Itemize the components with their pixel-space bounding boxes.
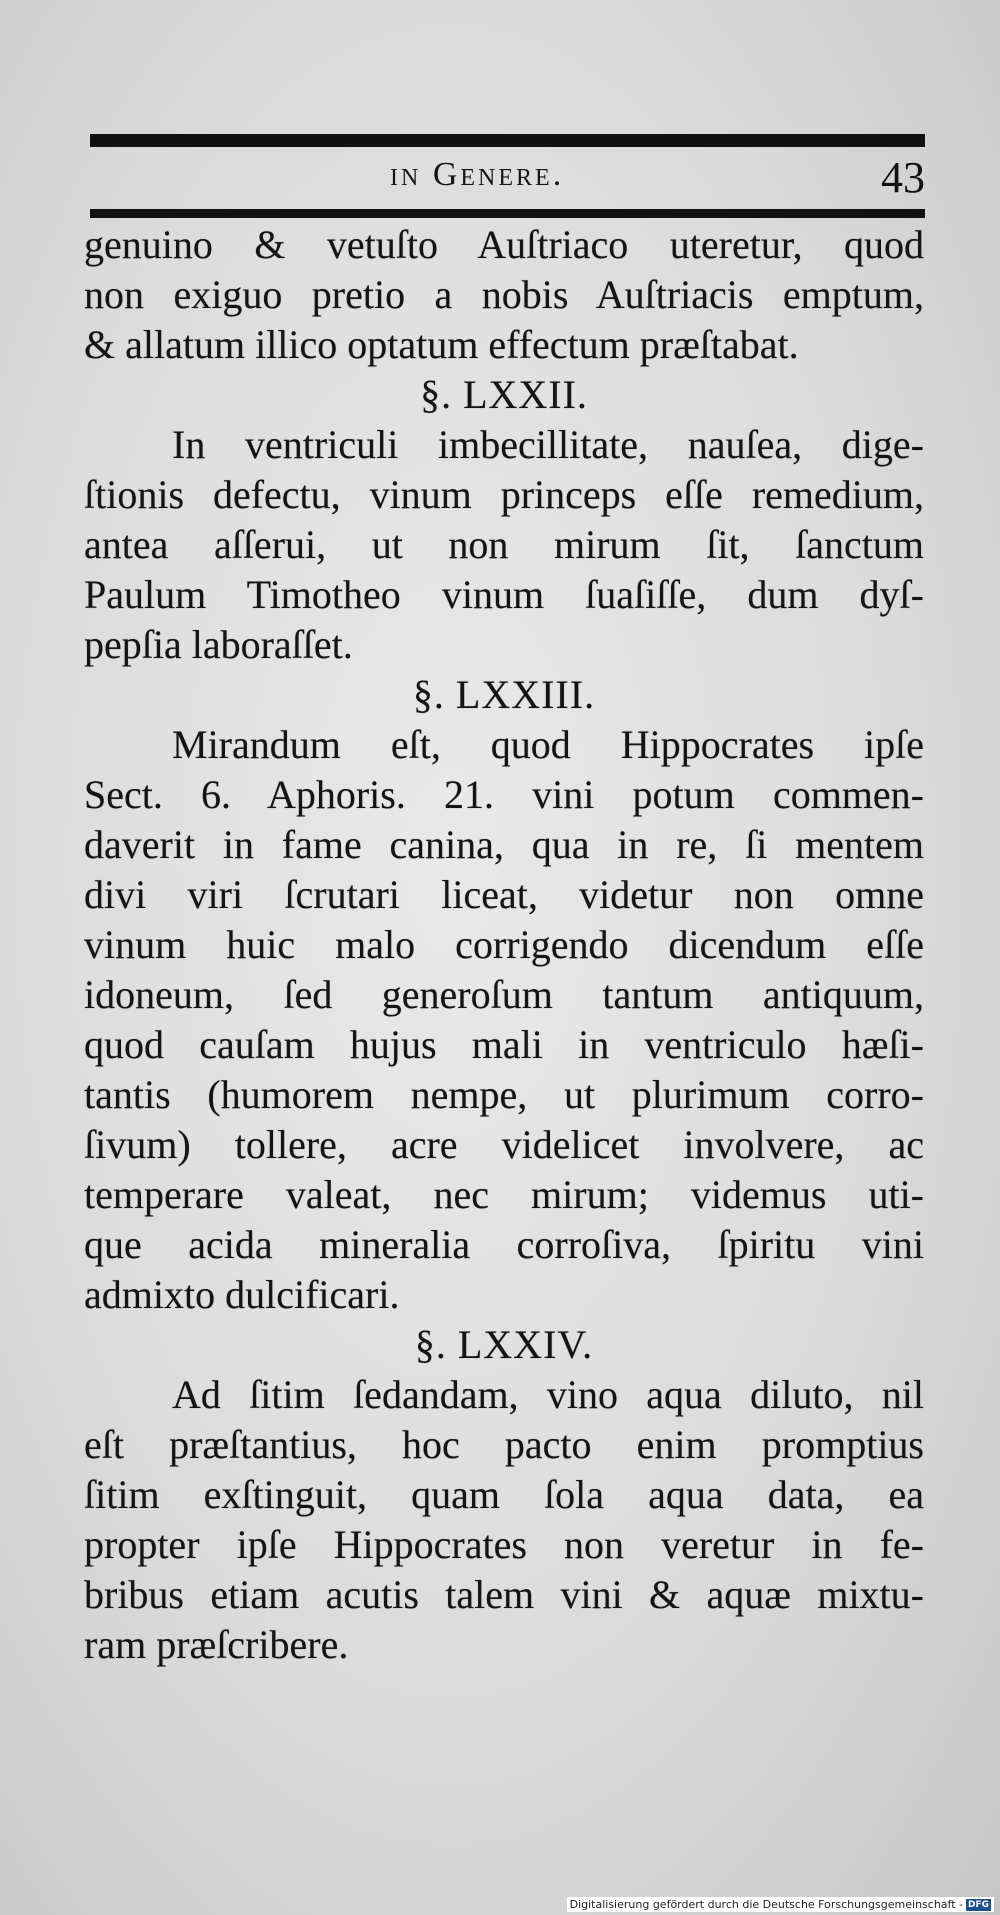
text-line: vinum huic malo corrigendo dicendum eſſe bbox=[84, 922, 924, 967]
body-text bbox=[84, 220, 924, 1670]
text-line: eſt præſtantius, hoc pacto enim promptius bbox=[84, 1422, 924, 1467]
text-line: temperare valeat, nec mirum; videmus uti- bbox=[84, 1172, 924, 1217]
text-line: quod cauſam hujus mali in ventriculo hæſi- bbox=[84, 1022, 924, 1067]
text-line: ſtionis defectu, vinum princeps eſſe remedium, bbox=[84, 472, 924, 517]
text-line: que acida mineralia corroſiva, ſpiritu vini bbox=[84, 1222, 924, 1267]
paragraph-lxxiv bbox=[84, 1370, 924, 1670]
credit-text: Digitalisierung gefördert durch die Deutsche Forschungsgemeinschaft - bbox=[569, 1898, 963, 1911]
text-line: admixto dulcificari. bbox=[84, 1272, 400, 1317]
text-line: genuino & vetuſto Auſtriaco uteretur, quod bbox=[84, 222, 924, 267]
header-rule-top bbox=[90, 134, 925, 147]
section-heading-lxxii: §. LXXII. bbox=[420, 372, 588, 417]
text-line: pepſia laboraſſet. bbox=[84, 622, 353, 667]
text-line: & allatum illico optatum effectum præſtabat. bbox=[84, 322, 799, 367]
page-header bbox=[90, 150, 925, 208]
text-line: Paulum Timotheo vinum ſuaſiſſe, dum dyſ- bbox=[84, 572, 924, 617]
page-number: 43 bbox=[881, 153, 925, 202]
paragraph-lxxii bbox=[84, 420, 924, 670]
section-heading-lxxiii: §. LXXIII. bbox=[412, 672, 596, 717]
text-line: ſivum) tollere, acre videlicet involvere, ac bbox=[84, 1122, 924, 1167]
text-line: divi viri ſcrutari liceat, videtur non omne bbox=[84, 872, 924, 917]
text-line: tantis (humorem nempe, ut plurimum corro- bbox=[84, 1072, 924, 1117]
paragraph-lxxiii bbox=[84, 720, 924, 1320]
text-line: non exiguo pretio a nobis Auſtriacis emptum, bbox=[84, 272, 924, 317]
text-line: daverit in fame canina, qua in re, ſi mentem bbox=[84, 822, 924, 867]
text-line: ſitim exſtinguit, quam ſola aqua data, ea bbox=[84, 1472, 924, 1517]
text-line: bribus etiam acutis talem vini & aquæ mixtu- bbox=[84, 1572, 924, 1617]
header-rule-bottom bbox=[90, 209, 925, 218]
text-line: Ad ſitim ſedandam, vino aqua diluto, nil bbox=[172, 1372, 924, 1417]
text-line: Mirandum eſt, quod Hippocrates ipſe bbox=[172, 722, 924, 767]
text-line: In ventriculi imbecillitate, nauſea, dige- bbox=[172, 422, 924, 467]
digitization-credit bbox=[567, 1897, 994, 1912]
running-head: in Genere. bbox=[390, 156, 565, 193]
dfg-logo: DFG bbox=[967, 1899, 989, 1910]
text-line: idoneum, ſed generoſum tantum antiquum, bbox=[84, 972, 924, 1017]
paragraph-continuation bbox=[84, 220, 924, 370]
section-heading-lxxiv: §. LXXIV. bbox=[414, 1322, 594, 1367]
text-line: Sect. 6. Aphoris. 21. vini potum commen- bbox=[84, 772, 924, 817]
text-line: ram præſcribere. bbox=[84, 1622, 349, 1667]
text-line: propter ipſe Hippocrates non veretur in fe- bbox=[84, 1522, 924, 1567]
text-line: antea aſſerui, ut non mirum ſit, ſanctum bbox=[84, 522, 924, 567]
